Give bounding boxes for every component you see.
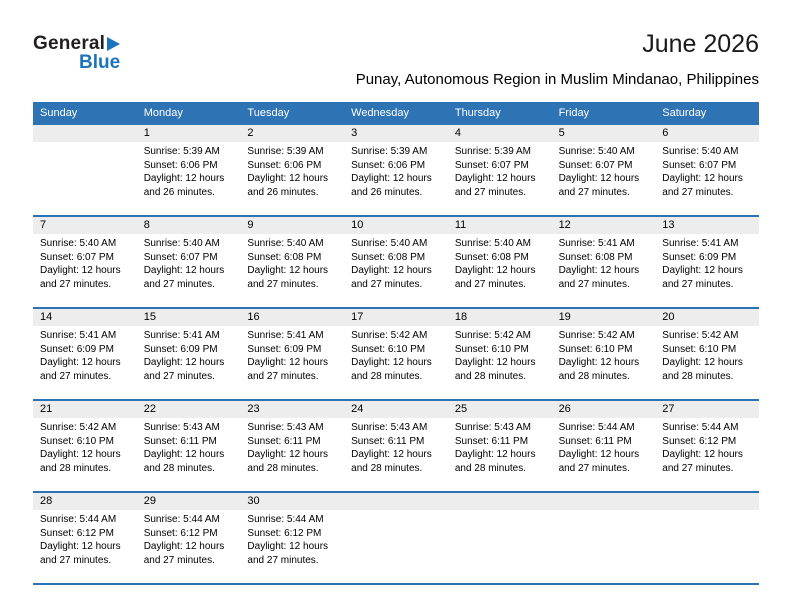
- day-number: [344, 493, 448, 510]
- weekday-label: Thursday: [454, 107, 501, 119]
- day-detail-line: Sunrise: 5:43 AM: [454, 422, 531, 433]
- day-details: [344, 234, 448, 307]
- day-number: [552, 493, 656, 510]
- day-detail-line: Sunrise: 5:42 AM: [558, 330, 635, 341]
- day-cell: [344, 125, 448, 215]
- day-number: 7: [33, 217, 137, 234]
- day-details: [344, 326, 448, 399]
- day-detail-line: Sunset: 6:10 PM: [662, 343, 737, 355]
- day-number: 22: [137, 401, 241, 418]
- day-details: [137, 418, 241, 491]
- day-number: 2: [240, 125, 344, 142]
- day-detail-line: Sunrise: 5:41 AM: [558, 238, 635, 249]
- day-detail-line: Sunset: 6:08 PM: [247, 251, 322, 263]
- weekday-label: Wednesday: [351, 107, 410, 119]
- day-details: [240, 418, 344, 491]
- day-number: 28: [33, 493, 137, 510]
- day-cell: [448, 217, 552, 307]
- day-cell: [344, 401, 448, 491]
- day-detail-line: Sunrise: 5:43 AM: [247, 422, 324, 433]
- day-detail-line: Daylight: 12 hours and 28 minutes.: [40, 449, 121, 474]
- day-cell: [137, 309, 241, 399]
- day-detail-line: Sunset: 6:11 PM: [558, 435, 632, 447]
- day-number: 14: [33, 309, 137, 326]
- logo-triangle-icon: [107, 37, 120, 51]
- day-detail-line: Daylight: 12 hours and 27 minutes.: [662, 173, 743, 198]
- day-detail-line: Sunrise: 5:40 AM: [143, 238, 220, 249]
- day-details: [448, 510, 552, 583]
- day-details: [33, 418, 137, 491]
- day-detail-line: Daylight: 12 hours and 26 minutes.: [247, 173, 329, 198]
- day-detail-line: Sunset: 6:11 PM: [247, 435, 321, 447]
- day-detail-line: Daylight: 12 hours and 27 minutes.: [143, 357, 225, 382]
- day-detail-line: Sunset: 6:07 PM: [40, 251, 114, 263]
- day-details: [33, 326, 137, 399]
- day-detail-line: Sunset: 6:07 PM: [143, 251, 218, 263]
- day-detail-line: Sunset: 6:07 PM: [558, 159, 633, 171]
- day-detail-line: Sunrise: 5:41 AM: [40, 330, 117, 341]
- day-detail-line: Sunset: 6:08 PM: [454, 251, 529, 263]
- day-detail-line: Sunset: 6:10 PM: [351, 343, 426, 355]
- day-detail-line: Sunset: 6:08 PM: [558, 251, 633, 263]
- day-number: 24: [344, 401, 448, 418]
- day-cell: [33, 217, 137, 307]
- day-number: 17: [344, 309, 448, 326]
- day-detail-line: Daylight: 12 hours and 28 minutes.: [351, 449, 432, 474]
- logo-text-general: General: [33, 33, 106, 54]
- day-detail-line: Sunset: 6:12 PM: [247, 527, 322, 539]
- day-detail-line: Sunrise: 5:41 AM: [247, 330, 324, 341]
- day-details: [344, 418, 448, 491]
- day-detail-line: Sunrise: 5:43 AM: [143, 422, 220, 433]
- logo-text-blue: Blue: [79, 52, 121, 73]
- day-detail-line: Sunrise: 5:41 AM: [143, 330, 220, 341]
- day-cell: [137, 493, 241, 583]
- day-cell: [137, 401, 241, 491]
- day-detail-line: Sunset: 6:09 PM: [143, 343, 218, 355]
- day-details: [137, 234, 241, 307]
- empty-day-cell: [552, 493, 656, 583]
- month-title: June 2026: [642, 30, 759, 58]
- day-number: 3: [344, 125, 448, 142]
- day-detail-line: Daylight: 12 hours and 27 minutes.: [40, 541, 121, 566]
- day-detail-line: Sunrise: 5:40 AM: [558, 146, 635, 157]
- day-number: 9: [240, 217, 344, 234]
- day-detail-line: Daylight: 12 hours and 27 minutes.: [143, 541, 225, 566]
- day-detail-line: Sunrise: 5:40 AM: [351, 238, 428, 249]
- day-detail-line: Daylight: 12 hours and 27 minutes.: [40, 265, 121, 290]
- day-detail-line: Sunset: 6:07 PM: [454, 159, 529, 171]
- empty-day-cell: [33, 125, 137, 215]
- day-number: 30: [240, 493, 344, 510]
- empty-day-cell: [448, 493, 552, 583]
- week-row: [33, 217, 759, 309]
- day-number: 11: [448, 217, 552, 234]
- day-cell: [240, 125, 344, 215]
- day-detail-line: Daylight: 12 hours and 28 minutes.: [247, 449, 329, 474]
- day-number: 1: [137, 125, 241, 142]
- day-details: [240, 510, 344, 583]
- day-cell: [552, 125, 656, 215]
- weekday-label: Saturday: [662, 107, 707, 119]
- day-cell: [137, 125, 241, 215]
- day-detail-line: Daylight: 12 hours and 28 minutes.: [143, 449, 225, 474]
- day-details: [33, 234, 137, 307]
- day-number: [655, 493, 759, 510]
- day-details: [552, 418, 656, 491]
- day-detail-line: Sunset: 6:10 PM: [454, 343, 529, 355]
- day-details: [344, 510, 448, 583]
- weekday-header-row: [33, 102, 759, 125]
- day-details: [552, 142, 656, 215]
- day-detail-line: Sunrise: 5:41 AM: [662, 238, 739, 249]
- day-detail-line: Daylight: 12 hours and 26 minutes.: [143, 173, 225, 198]
- day-details: [448, 418, 552, 491]
- day-detail-line: Sunrise: 5:42 AM: [454, 330, 531, 341]
- day-detail-line: Sunrise: 5:42 AM: [40, 422, 117, 433]
- day-details: [448, 142, 552, 215]
- day-detail-line: Daylight: 12 hours and 27 minutes.: [662, 265, 743, 290]
- day-detail-line: Sunset: 6:06 PM: [143, 159, 218, 171]
- day-detail-line: Daylight: 12 hours and 28 minutes.: [454, 357, 536, 382]
- day-details: [33, 510, 137, 583]
- day-detail-line: Sunset: 6:06 PM: [351, 159, 426, 171]
- day-detail-line: Sunrise: 5:42 AM: [351, 330, 428, 341]
- day-cell: [137, 217, 241, 307]
- day-number: 10: [344, 217, 448, 234]
- day-detail-line: Daylight: 12 hours and 27 minutes.: [454, 265, 536, 290]
- day-detail-line: Sunrise: 5:39 AM: [454, 146, 531, 157]
- day-number: 6: [655, 125, 759, 142]
- day-detail-line: Daylight: 12 hours and 27 minutes.: [558, 265, 640, 290]
- day-cell: [448, 309, 552, 399]
- day-cell: [240, 493, 344, 583]
- day-details: [448, 234, 552, 307]
- day-cell: [655, 309, 759, 399]
- day-detail-line: Sunrise: 5:40 AM: [247, 238, 324, 249]
- day-detail-line: Sunrise: 5:43 AM: [351, 422, 428, 433]
- day-details: [240, 326, 344, 399]
- day-number: 20: [655, 309, 759, 326]
- day-cell: [240, 217, 344, 307]
- day-detail-line: Sunset: 6:12 PM: [143, 527, 218, 539]
- general-blue-logo: [33, 30, 120, 72]
- day-number: 19: [552, 309, 656, 326]
- week-row: [33, 493, 759, 585]
- day-number: 26: [552, 401, 656, 418]
- day-number: 18: [448, 309, 552, 326]
- day-detail-line: Daylight: 12 hours and 28 minutes.: [454, 449, 536, 474]
- empty-day-cell: [344, 493, 448, 583]
- day-details: [137, 326, 241, 399]
- day-detail-line: Sunrise: 5:42 AM: [662, 330, 739, 341]
- calendar: [33, 102, 759, 585]
- day-detail-line: Daylight: 12 hours and 27 minutes.: [143, 265, 225, 290]
- week-row: [33, 401, 759, 493]
- day-detail-line: Daylight: 12 hours and 27 minutes.: [247, 541, 329, 566]
- day-detail-line: Sunrise: 5:44 AM: [143, 514, 220, 525]
- day-cell: [240, 401, 344, 491]
- page-header: [33, 30, 759, 100]
- day-number: 21: [33, 401, 137, 418]
- day-number: 27: [655, 401, 759, 418]
- day-detail-line: Sunset: 6:06 PM: [247, 159, 322, 171]
- day-detail-line: Daylight: 12 hours and 27 minutes.: [558, 449, 640, 474]
- day-details: [240, 234, 344, 307]
- day-details: [33, 142, 137, 215]
- day-detail-line: Daylight: 12 hours and 28 minutes.: [351, 357, 432, 382]
- day-number: 13: [655, 217, 759, 234]
- day-detail-line: Sunset: 6:12 PM: [662, 435, 737, 447]
- day-details: [137, 510, 241, 583]
- day-detail-line: Sunrise: 5:40 AM: [40, 238, 117, 249]
- day-detail-line: Daylight: 12 hours and 26 minutes.: [351, 173, 432, 198]
- day-cell: [655, 217, 759, 307]
- day-cell: [552, 217, 656, 307]
- day-number: [33, 125, 137, 142]
- day-details: [655, 326, 759, 399]
- day-number: 12: [552, 217, 656, 234]
- day-detail-line: Sunset: 6:12 PM: [40, 527, 114, 539]
- day-number: 4: [448, 125, 552, 142]
- week-row: [33, 125, 759, 217]
- empty-day-cell: [655, 493, 759, 583]
- day-details: [552, 510, 656, 583]
- day-detail-line: Sunrise: 5:44 AM: [558, 422, 635, 433]
- day-detail-line: Sunset: 6:08 PM: [351, 251, 426, 263]
- day-detail-line: Sunrise: 5:40 AM: [454, 238, 531, 249]
- day-details: [655, 418, 759, 491]
- day-cell: [240, 309, 344, 399]
- week-row: [33, 309, 759, 401]
- day-cell: [33, 401, 137, 491]
- day-cell: [344, 309, 448, 399]
- day-number: 25: [448, 401, 552, 418]
- day-cell: [552, 401, 656, 491]
- day-cell: [552, 309, 656, 399]
- weekday-label: Monday: [143, 107, 183, 119]
- day-cell: [344, 217, 448, 307]
- day-number: 8: [137, 217, 241, 234]
- day-number: 16: [240, 309, 344, 326]
- day-number: [448, 493, 552, 510]
- day-number: 29: [137, 493, 241, 510]
- day-detail-line: Daylight: 12 hours and 27 minutes.: [247, 265, 329, 290]
- day-detail-line: Sunrise: 5:44 AM: [247, 514, 324, 525]
- day-cell: [33, 493, 137, 583]
- day-detail-line: Sunset: 6:10 PM: [558, 343, 633, 355]
- day-detail-line: Daylight: 12 hours and 27 minutes.: [662, 449, 743, 474]
- day-detail-line: Sunset: 6:11 PM: [351, 435, 425, 447]
- day-detail-line: Daylight: 12 hours and 27 minutes.: [351, 265, 432, 290]
- title-block: [356, 30, 759, 88]
- day-detail-line: Daylight: 12 hours and 27 minutes.: [247, 357, 329, 382]
- day-detail-line: Sunrise: 5:39 AM: [351, 146, 428, 157]
- day-details: [655, 510, 759, 583]
- day-detail-line: Sunset: 6:09 PM: [662, 251, 737, 263]
- day-details: [552, 234, 656, 307]
- day-details: [240, 142, 344, 215]
- day-detail-line: Daylight: 12 hours and 27 minutes.: [40, 357, 121, 382]
- logo-top-line: [33, 34, 120, 53]
- day-number: 5: [552, 125, 656, 142]
- day-cell: [655, 125, 759, 215]
- day-detail-line: Sunset: 6:10 PM: [40, 435, 114, 447]
- day-cell: [448, 125, 552, 215]
- weekday-label: Tuesday: [247, 107, 290, 119]
- day-detail-line: Sunrise: 5:39 AM: [247, 146, 324, 157]
- day-detail-line: Daylight: 12 hours and 28 minutes.: [662, 357, 743, 382]
- day-details: [344, 142, 448, 215]
- day-detail-line: Sunrise: 5:40 AM: [662, 146, 739, 157]
- day-detail-line: Sunrise: 5:39 AM: [143, 146, 220, 157]
- day-detail-line: Sunset: 6:11 PM: [454, 435, 529, 447]
- day-detail-line: Sunset: 6:11 PM: [143, 435, 217, 447]
- day-number: 15: [137, 309, 241, 326]
- day-details: [552, 326, 656, 399]
- day-cell: [655, 401, 759, 491]
- weekday-label: Friday: [558, 107, 590, 119]
- day-number: 23: [240, 401, 344, 418]
- day-detail-line: Daylight: 12 hours and 27 minutes.: [454, 173, 536, 198]
- day-cell: [448, 401, 552, 491]
- day-details: [448, 326, 552, 399]
- day-detail-line: Daylight: 12 hours and 27 minutes.: [558, 173, 640, 198]
- day-detail-line: Sunset: 6:09 PM: [247, 343, 322, 355]
- weekday-label: Sunday: [40, 107, 78, 119]
- location-subtitle: Punay, Autonomous Region in Muslim Mindanao, Philippines: [355, 71, 759, 88]
- day-detail-line: Sunset: 6:09 PM: [40, 343, 114, 355]
- day-details: [137, 142, 241, 215]
- day-detail-line: Sunset: 6:07 PM: [662, 159, 737, 171]
- calendar-weeks: [33, 125, 759, 585]
- day-details: [655, 142, 759, 215]
- day-details: [655, 234, 759, 307]
- day-detail-line: Sunrise: 5:44 AM: [40, 514, 117, 525]
- day-detail-line: Daylight: 12 hours and 28 minutes.: [558, 357, 640, 382]
- day-detail-line: Sunrise: 5:44 AM: [662, 422, 739, 433]
- day-cell: [33, 309, 137, 399]
